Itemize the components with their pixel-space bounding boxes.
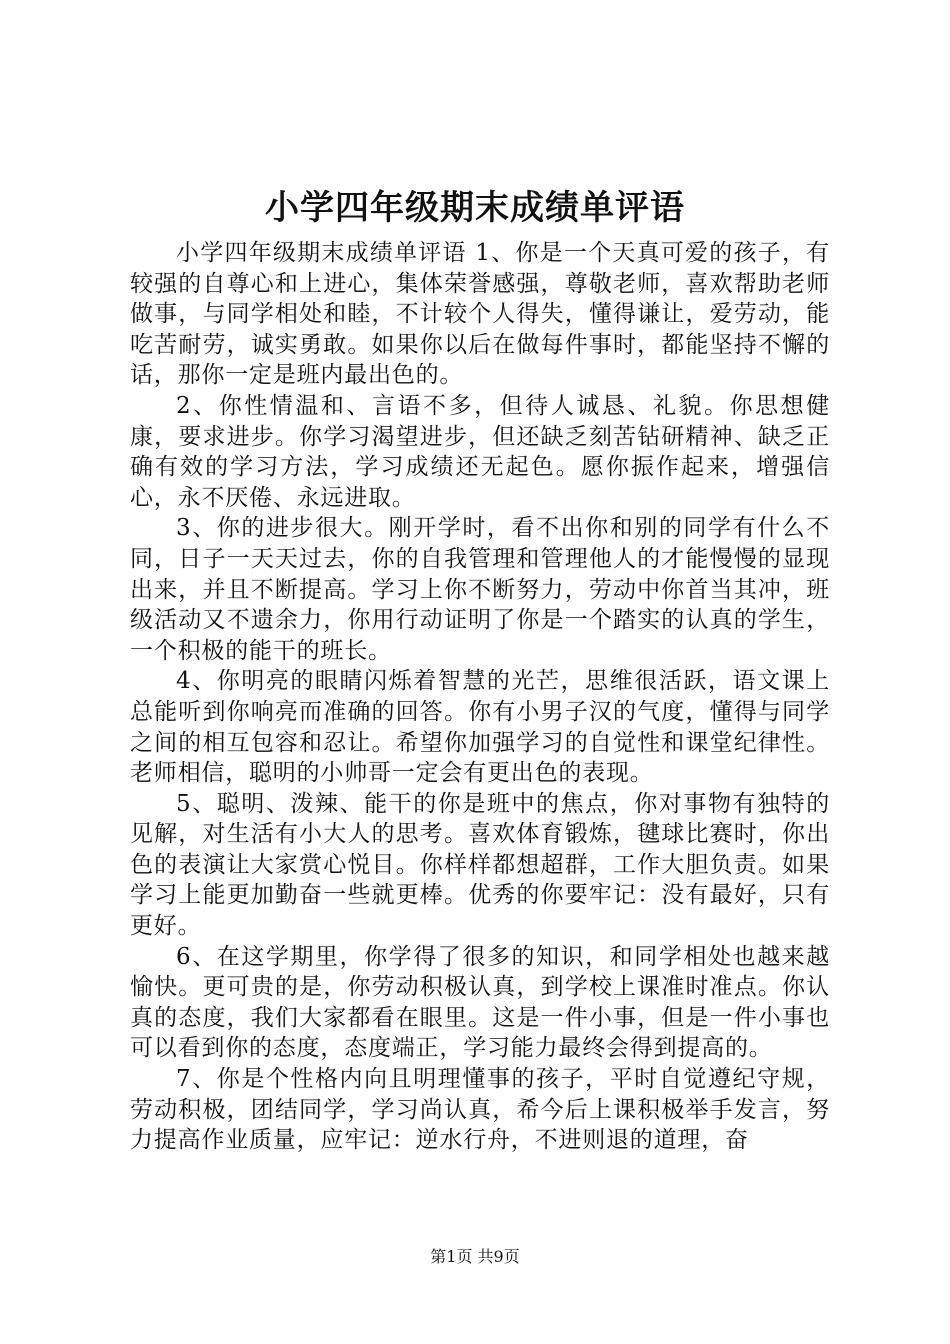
- document-title: 小学四年级期末成绩单评语: [265, 188, 685, 228]
- paragraph-7: 7、你是个性格内向且明理懂事的孩子，平时自觉遵纪守规，劳动积极，团结同学，学习尚认真，希今后上课积极举手发言，努力提高作业质量，应牢记：逆水行舟，不进则退的道理，奋: [130, 1066, 830, 1154]
- paragraph-1: 小学四年级期末成绩单评语 1、你是一个天真可爱的孩子，有较强的自尊心和上进心，集体荣誉感强，尊敬老师，喜欢帮助老师做事，与同学相处和睦，不计较个人得失，懂得谦让，爱劳动，能吃苦耐劳，诚实勇敢。如果你以后在做每件事时，都能坚持不懈的话，那你一定是班内最出色的。: [130, 240, 830, 389]
- paragraph-5: 5、聪明、泼辣、能干的你是班中的焦点，你对事物有独特的见解，对生活有小大人的思考。喜欢体育锻炼，毽球比赛时，你出色的表演让大家赏心悦目。你样样都想超群，工作大胆负责。如果学习上能更加勤奋一些就更棒。优秀的你要牢记：没有最好，只有更好。: [130, 790, 830, 940]
- page-footer: 第1页 共9页: [430, 1247, 520, 1266]
- paragraph-4: 4、你明亮的眼睛闪烁着智慧的光芒，思维很活跃，语文课上总能听到你响亮而准确的回答。你有小男子汉的气度，懂得与同学之间的相互包容和忍让。希望你加强学习的自觉性和课堂纪律性。老师相信，聪明的小帅哥一定会有更出色的表现。: [130, 668, 830, 787]
- document-body: [130, 238, 830, 1156]
- paragraph-6: 6、在这学期里，你学得了很多的知识，和同学相处也越来越愉快。更可贵的是，你劳动积极认真，到学校上课准时准点。你认真的态度，我们大家都看在眼里。这是一件小事，但是一件小事也可以看到你的态度，态度端正，学习能力最终会得到提高的。: [130, 943, 830, 1062]
- paragraph-2: 2、你性情温和、言语不多，但待人诚恳、礼貌。你思想健康，要求进步。你学习渴望进步，但还缺乏刻苦钻研精神、缺乏正确有效的学习方法，学习成绩还无起色。愿你振作起来，增强信心，永不厌倦、永远进取。: [130, 392, 830, 511]
- paragraph-3: 3、你的进步很大。刚开学时，看不出你和别的同学有什么不同，日子一天天过去，你的自我管理和管理他人的才能慢慢的显现出来，并且不断提高。学习上你不断努力，劳动中你首当其冲，班级活动又不遗余力，你用行动证明了你是一个踏实的认真的学生，一个积极的能干的班长。: [130, 515, 830, 664]
